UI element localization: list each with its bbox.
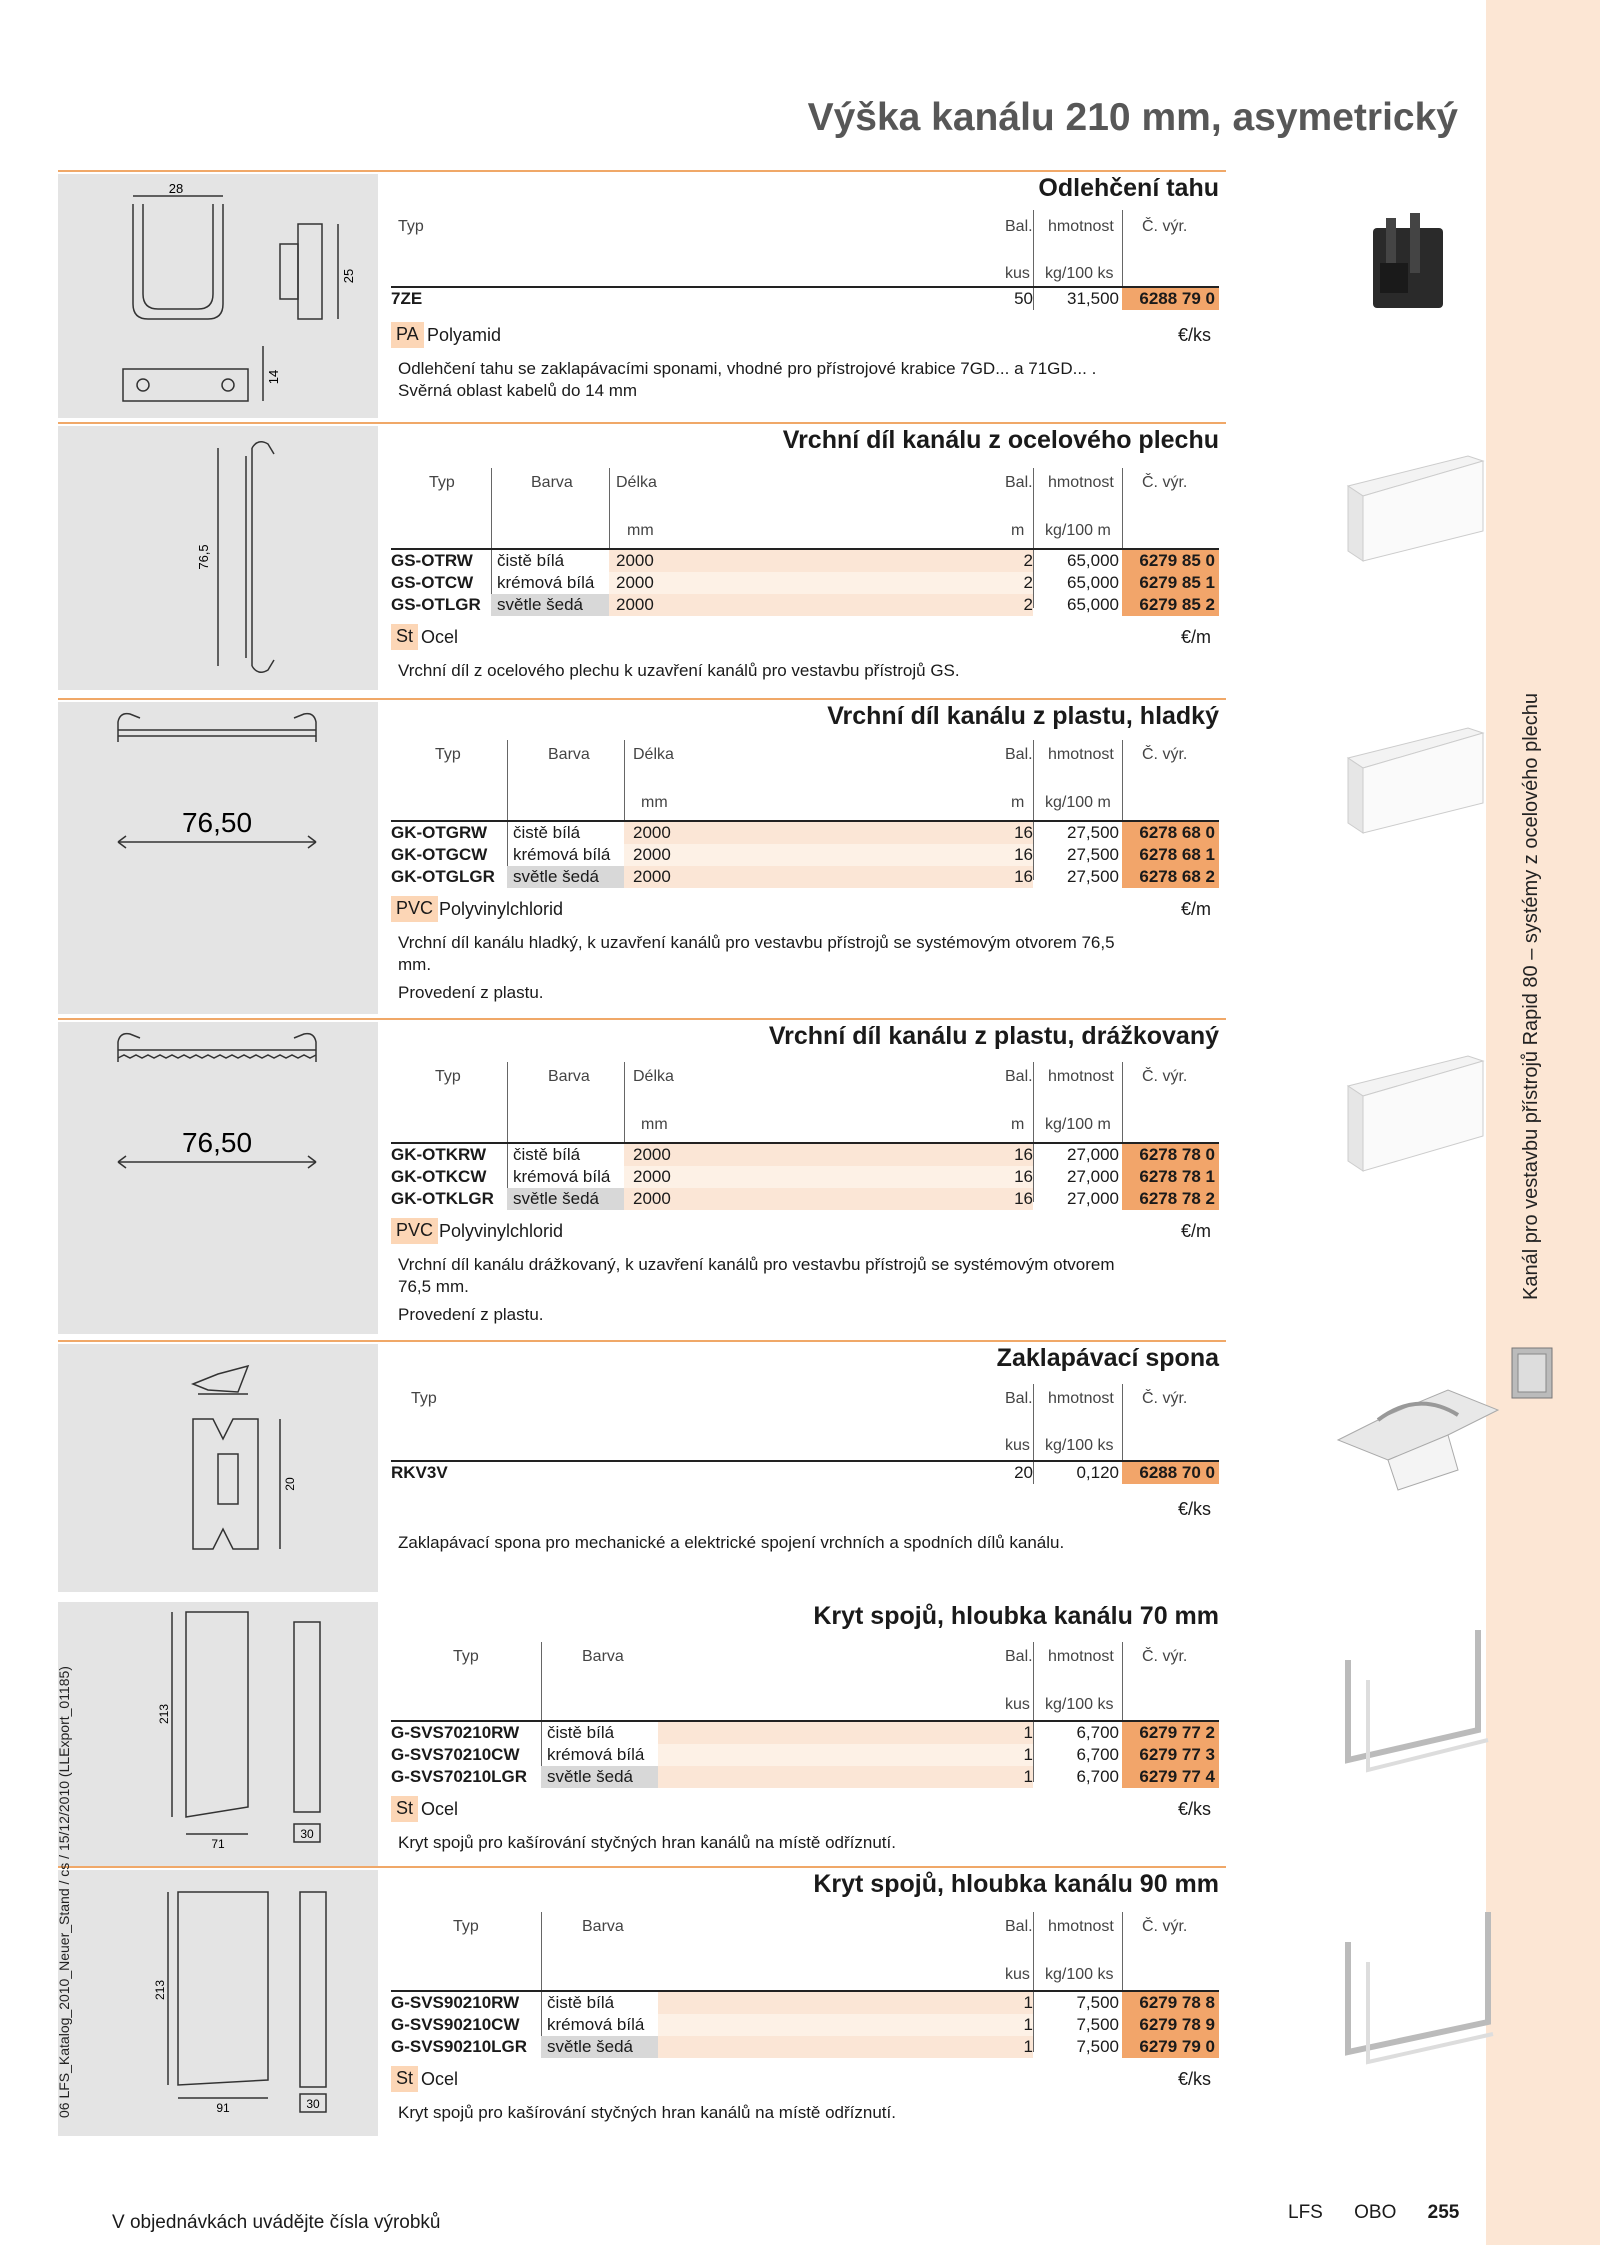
table-row: G-SVS70210LGR světle šedá 1 6,700 6279 77 4	[391, 1766, 1219, 1788]
description: Odlehčení tahu se zaklapávacími sponami, vhodné pro přístrojové krabice 7GD... a 71GD... . Svěrná oblast kabelů do 14 mm	[398, 359, 1097, 400]
table-row: GS-OTLGR světle šedá 2000 2 65,000 6279 85 2	[391, 594, 1219, 616]
material-row: St Ocel €/ks	[391, 1796, 1219, 1822]
section-title: Odlehčení tahu	[1038, 174, 1219, 202]
dim-label: 14	[266, 369, 281, 385]
description: Vrchní díl z ocelového plechu k uzavření kanálů pro vestavbu přístrojů GS.	[398, 661, 960, 680]
table-body	[391, 820, 1219, 888]
joint-cover-90-photo	[1318, 1902, 1518, 2082]
table-body	[391, 1142, 1219, 1210]
section-title: Vrchní díl kanálu z ocelového plechu	[782, 426, 1219, 454]
footer-brand-lfs: LFS	[1288, 2202, 1323, 2223]
dim-label: 76,5	[196, 544, 211, 570]
dim-label: 30	[306, 2097, 320, 2111]
footer-brand	[1288, 2202, 1459, 2224]
dim-label: 30	[300, 1827, 314, 1841]
dim-label: 213	[153, 1979, 167, 2001]
section-joint-cover-70: 213 71 30 Kryt spojů, hloubka kanálu 70 mm Typ Barva Bal. hmotnost Č. výr. kus kg/100 ks G-SVS70210RW čistě bílá 1 6,700 6279 77 2 G-SVS70210CW krémová bílá 1 6,700 6279 77 3 G-SVS70210LGR světle šedá 1 6,700 6279 77 4 St Ocel €/ks Kryt spojů pro kašírování styčných hran kanálů na místě odříznutí.	[58, 1598, 1226, 1866]
joint-cover-70-drawing	[58, 1602, 378, 1868]
snap-clip-drawing	[58, 1344, 378, 1592]
table-row: GK-OTKRW čistě bílá 2000 16 27,000 6278 78 0	[391, 1144, 1219, 1166]
joint-cover-70-photo	[1318, 1620, 1518, 1790]
side-label: Kanál pro vestavbu přístrojů Rapid 80 – systémy z ocelového plechu	[1520, 692, 1542, 1300]
table-body	[391, 1720, 1219, 1788]
footer-brand-obo: OBO	[1354, 2202, 1397, 2223]
material-row: PA Polyamid €/ks	[391, 322, 1219, 348]
section-title: Zaklapávací spona	[996, 1344, 1219, 1372]
table-body	[391, 1990, 1219, 2058]
material-row: €/ks	[1177, 1499, 1211, 1519]
smooth-cover-photo	[1318, 708, 1518, 848]
steel-cover-drawing	[58, 426, 378, 690]
table-row: GK-OTGRW čistě bílá 2000 16 27,500 6278 68 0	[391, 822, 1219, 844]
description: Vrchní díl kanálu hladký, k uzavření kanálů pro vestavbu přístrojů se systémovým otvorem 76,5 mm. Provedení z plastu.	[398, 933, 1115, 1002]
description: Kryt spojů pro kašírování styčných hran kanálů na místě odříznutí.	[398, 1833, 896, 1852]
page-number: 255	[1427, 2202, 1460, 2223]
steel-cover-photo	[1318, 436, 1518, 576]
table-body	[391, 1460, 1219, 1484]
section-snap-clip: 20 Zaklapávací spona Typ Bal. hmotnost Č. výr. kus kg/100 ks RKV3V 20 0,120 6288 70 0 €/ks Zaklapávací spona pro mechanické a elektrické spojení vrchních a spodních dílů kanálu.	[58, 1340, 1226, 1592]
dim-label: 25	[341, 268, 356, 284]
section-rule	[58, 170, 1226, 172]
description: Kryt spojů pro kašírování styčných hran kanálů na místě odříznutí.	[398, 2103, 896, 2122]
section-title: Kryt spojů, hloubka kanálu 90 mm	[813, 1870, 1219, 1898]
table-row: G-SVS90210LGR světle šedá 1 7,500 6279 79 0	[391, 2036, 1219, 2058]
dim-label: 213	[157, 1703, 171, 1725]
smooth-cover-drawing	[58, 702, 378, 1014]
table-row: G-SVS90210CW krémová bílá 1 7,500 6279 78 9	[391, 2014, 1219, 2036]
section-title: Vrchní díl kanálu z plastu, drážkovaný	[768, 1022, 1219, 1050]
dim-label: 76,50	[181, 1127, 253, 1158]
table-row: 7ZE 50 31,500 6288 79 0	[391, 288, 1219, 310]
document-meta: 06 LFS_Katalog_2010_Neuer_Stand / cs / 15/12/2010 (LLExport_01185)	[56, 1666, 72, 2118]
section-steel-cover: 76,5 Vrchní díl kanálu z ocelového plechu Typ Barva Délka Bal. hmotnost Č. výr. mm m kg/100 m GS-OTRW čistě bílá 2000 2 65,000 6279 85 0 GS-OTCW krémová bílá 2000 2 65,000 6279 85 1 GS-OTLGR světle šedá 2000 2 65,000 6279 85 2 St Ocel €/m Vrchní díl z ocelového plechu k uzavření kanálů pro vestavbu přístrojů GS.	[58, 422, 1226, 688]
strain-relief-drawing	[58, 174, 378, 418]
table-row: GK-OTKLGR světle šedá 2000 16 27,000 6278 78 2	[391, 1188, 1219, 1210]
table-row: GK-OTKCW krémová bílá 2000 16 27,000 6278 78 1	[391, 1166, 1219, 1188]
table-row: G-SVS70210RW čistě bílá 1 6,700 6279 77 2	[391, 1722, 1219, 1744]
footer-note: V objednávkách uvádějte čísla výrobků	[112, 2212, 441, 2233]
dim-label: 76,50	[181, 807, 253, 838]
table-body	[391, 286, 1219, 310]
table-row: GK-OTGLGR světle šedá 2000 16 27,500 6278 68 2	[391, 866, 1219, 888]
description: Vrchní díl kanálu drážkovaný, k uzavření kanálů pro vestavbu přístrojů se systémovým otvorem 76,5 mm. Provedení z plastu.	[398, 1255, 1115, 1324]
section-title: Vrchní díl kanálu z plastu, hladký	[827, 702, 1219, 730]
material-row: St Ocel €/m	[391, 624, 1219, 650]
section-strain-relief: 28 25 14 Odlehčení tahu Typ Bal. hmotnost Č. výr. kus kg/100 ks 7ZE 50 31,500 6288 79 0 PA Polyamid €/ks Odlehčení tahu se zaklapávacími sponami, vhodné pro přístrojové krabice 7GD... a 71GD... . Svěrná oblast kabelů do 14 mm	[58, 170, 1226, 418]
dim-label: 91	[216, 2101, 230, 2115]
snap-clip-photo	[1318, 1360, 1518, 1510]
table-body	[391, 548, 1219, 616]
grooved-cover-photo	[1318, 1036, 1518, 1186]
dim-label: 28	[168, 181, 184, 196]
table-row: G-SVS70210CW krémová bílá 1 6,700 6279 77 3	[391, 1744, 1219, 1766]
section-plastic-grooved: 76,50 Vrchní díl kanálu z plastu, drážkovaný Typ Barva Délka Bal. hmotnost Č. výr. mm m kg/100 m GK-OTKRW čistě bílá 2000 16 27,000 6278 78 0 GK-OTKCW krémová bílá 2000 16 27,000 6278 78 1 GK-OTKLGR světle šedá 2000 16 27,000 6278 78 2 PVC Polyvinylchlorid €/m Vrchní díl kanálu drážkovaný, k uzavření kanálů pro vestavbu přístrojů se systémovým otvorem 76,5 mm. Provedení z plastu.	[58, 1018, 1226, 1334]
dim-label: 71	[211, 1837, 225, 1851]
dim-label: 20	[283, 1477, 297, 1491]
table-row: GS-OTRW čistě bílá 2000 2 65,000 6279 85 0	[391, 550, 1219, 572]
joint-cover-90-drawing	[58, 1870, 378, 2136]
material-row: PVC Polyvinylchlorid €/m	[391, 896, 1219, 922]
strain-relief-photo	[1318, 188, 1518, 328]
page-title: Výška kanálu 210 mm, asymetrický	[807, 96, 1458, 139]
table-row: RKV3V 20 0,120 6288 70 0	[391, 1462, 1219, 1484]
section-joint-cover-90: 213 91 30 Kryt spojů, hloubka kanálu 90 mm Typ Barva Bal. hmotnost Č. výr. kus kg/100 ks G-SVS90210RW čistě bílá 1 7,500 6279 78 8 G-SVS90210CW krémová bílá 1 7,500 6279 78 9 G-SVS90210LGR světle šedá 1 7,500 6279 79 0 St Ocel €/ks Kryt spojů pro kašírování styčných hran kanálů na místě odříznutí.	[58, 1866, 1226, 2136]
material-row: PVC Polyvinylchlorid €/m	[391, 1218, 1219, 1244]
section-plastic-smooth: 76,50 Vrchní díl kanálu z plastu, hladký Typ Barva Délka Bal. hmotnost Č. výr. mm m kg/100 m GK-OTGRW čistě bílá 2000 16 27,500 6278 68 0 GK-OTGCW krémová bílá 2000 16 27,500 6278 68 1 GK-OTGLGR světle šedá 2000 16 27,500 6278 68 2 PVC Polyvinylchlorid €/m Vrchní díl kanálu hladký, k uzavření kanálů pro vestavbu přístrojů se systémovým otvorem 76,5 mm. Provedení z plastu.	[58, 698, 1226, 1014]
table-row: G-SVS90210RW čistě bílá 1 7,500 6279 78 8	[391, 1992, 1219, 2014]
material-row: St Ocel €/ks	[391, 2066, 1219, 2092]
table-row: GK-OTGCW krémová bílá 2000 16 27,500 6278 68 1	[391, 844, 1219, 866]
table-row: GS-OTCW krémová bílá 2000 2 65,000 6279 85 1	[391, 572, 1219, 594]
description: Zaklapávací spona pro mechanické a elektrické spojení vrchních a spodních dílů kanálu.	[398, 1533, 1065, 1552]
grooved-cover-drawing	[58, 1022, 378, 1334]
section-title: Kryt spojů, hloubka kanálu 70 mm	[813, 1602, 1219, 1630]
